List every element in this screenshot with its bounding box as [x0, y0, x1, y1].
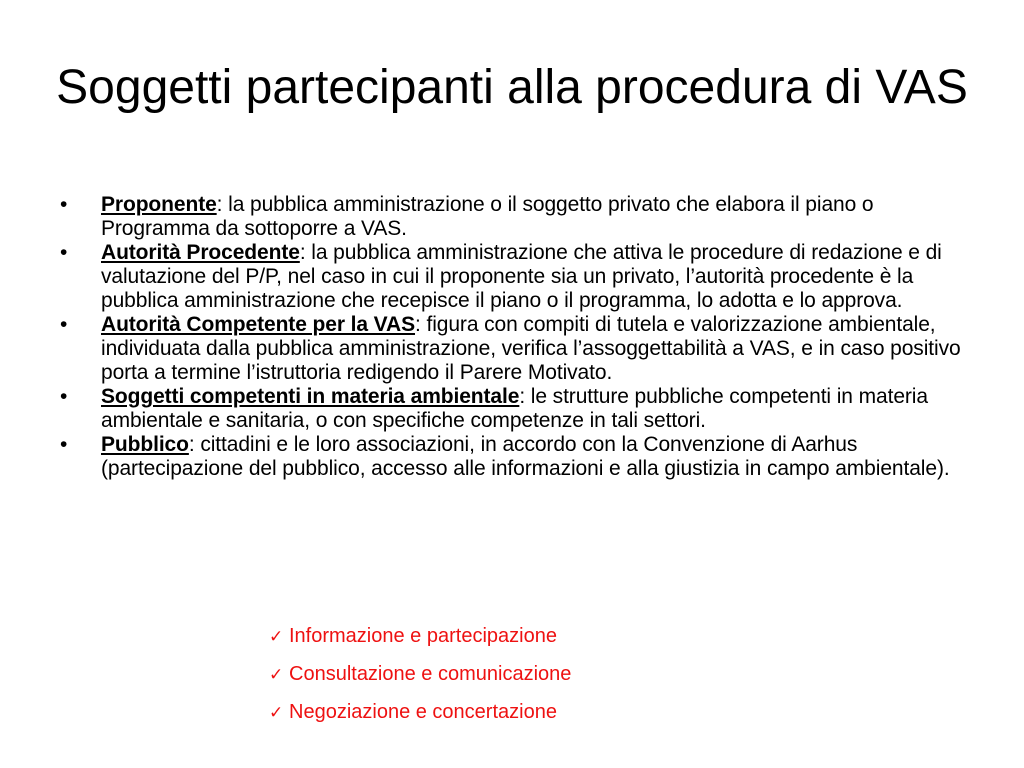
checklist: [269, 618, 571, 732]
bullet-icon: •: [60, 385, 68, 408]
bullet-term: Pubblico: [101, 433, 189, 456]
bullet-text: : figura con compiti di tutela e valorizzazione ambientale, individuata dalla pubblica amministrazione, verifica l’assoggettabilità a VAS, e in caso positivo porta a termine l’istruttoria redigendo il Parere Motivato.: [101, 313, 961, 384]
checklist-item-label: Consultazione e comunicazione: [289, 663, 572, 685]
bullet-text: : la pubblica amministrazione che attiva le procedure di redazione e di valutazione del P/P, nel caso in cui il proponente sia un privato, l’autorità procedente è la pubblica amministrazione che recepisce il piano o il programma, lo adotta e lo approva.: [101, 241, 942, 312]
checklist-item-label: Informazione e partecipazione: [289, 625, 557, 647]
bullet-list: [60, 193, 970, 481]
bullet-item-pubblico: [60, 433, 970, 481]
bullet-term: Soggetti competenti in materia ambientale: [101, 385, 520, 408]
bullet-term: Autorità Competente per la VAS: [101, 313, 415, 336]
checkmark-icon: ✓: [269, 665, 284, 685]
bullet-item-autorita-procedente: [60, 241, 970, 313]
checklist-item-consultazione: [269, 656, 571, 694]
bullet-term: Proponente: [101, 193, 217, 216]
bullet-item-soggetti-competenti: [60, 385, 970, 433]
bullet-text: : le strutture pubbliche competenti in materia ambientale e sanitaria, o con specifiche competenze in tali settori.: [101, 385, 928, 432]
slide-title: Soggetti partecipanti alla procedura di VAS: [56, 61, 968, 114]
checklist-item-informazione: [269, 618, 571, 656]
bullet-text: : la pubblica amministrazione o il soggetto privato che elabora il piano o Programma da sottoporre a VAS.: [101, 193, 874, 240]
bullet-term: Autorità Procedente: [101, 241, 300, 264]
bullet-icon: •: [60, 313, 68, 336]
checkmark-icon: ✓: [269, 627, 284, 647]
checklist-item-label: Negoziazione e concertazione: [289, 701, 557, 723]
checkmark-icon: ✓: [269, 703, 284, 723]
bullet-icon: •: [60, 241, 68, 264]
checklist-item-negoziazione: [269, 694, 571, 732]
bullet-item-autorita-competente: [60, 313, 970, 385]
bullet-icon: •: [60, 193, 68, 216]
bullet-text: : cittadini e le loro associazioni, in accordo con la Convenzione di Aarhus (partecipazione del pubblico, accesso alle informazioni e alla giustizia in campo ambientale).: [101, 433, 950, 480]
bullet-item-proponente: [60, 193, 970, 241]
bullet-icon: •: [60, 433, 68, 456]
